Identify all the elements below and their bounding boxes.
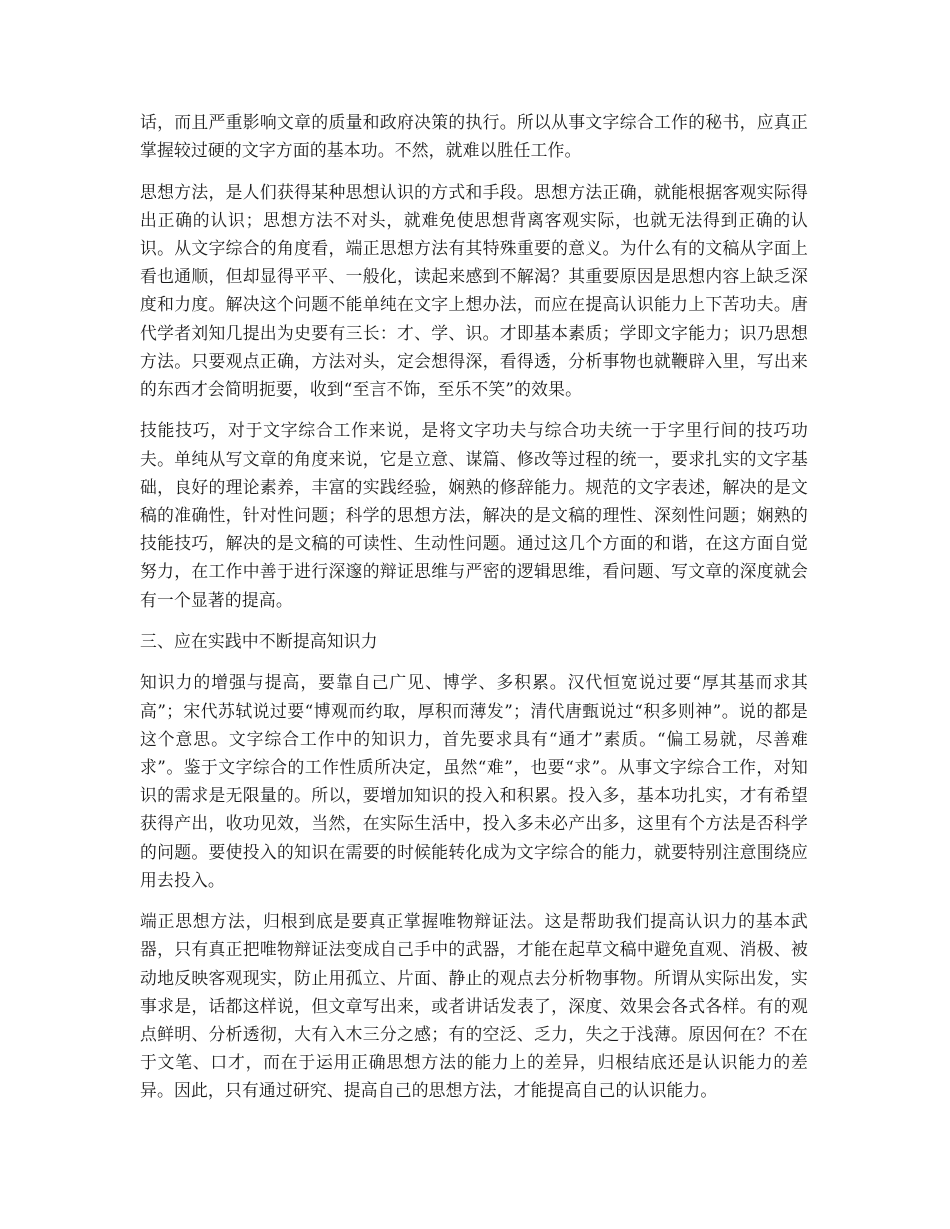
paragraph-continuation: 话，而且严重影响文章的质量和政府决策的执行。所以从事文字综合工作的秘书，应真正掌握较过硬的文字方面的基本功。不然，就难以胜任工作。 bbox=[140, 112, 808, 161]
paragraph-dialectics: 端正思想方法，归根到底是要真正掌握唯物辩证法。这是帮助我们提高认识力的基本武器，只有真正把唯物辩证法变成自己手中的武器，才能在起草文稿中避免直观、消极、被动地反映客观现实，防止用孤立、片面、静止的观点去分析物事物。所谓从实际出发，实事求是，话都这样说，但文章写出来，或者讲话发表了，深度、效果会各式各样。有的观点鲜明、分析透彻，大有入木三分之感；有的空泛、乏力，失之于浅薄。原因何在？不在于文笔、口才，而在于运用正确思想方法的能力上的差异，归根结底还是认识能力的差异。因此，只有通过研究、提高自己的思想方法，才能提高自己的认识能力。 bbox=[140, 911, 808, 1101]
paragraph-thinking-method: 思想方法，是人们获得某种思想认识的方式和手段。思想方法正确，就能根据客观实际得出正确的认识；思想方法不对头，就难免使思想背离客观实际，也就无法得到正确的认识。从文字综合的角度看，端正思想方法有其特殊重要的意义。为什么有的文稿从字面上看也通顺，但却显得平平、一般化，读起来感到不解渴？其重要原因是思想内容上缺乏深度和力度。解决这个问题不能单纯在文字上想办法，而应在提高认识能力上下苦功夫。唐代学者刘知几提出为史要有三长：才、学、识。才即基本素质；学即文字能力；识乃思想方法。只要观点正确，方法对头，定会想得深，看得透，分析事物也就鞭辟入里，写出来的东西才会简明扼要，收到“至言不饰，至乐不笑”的效果。 bbox=[140, 181, 808, 400]
document-body bbox=[140, 108, 808, 1118]
paragraph-skills: 技能技巧，对于文字综合工作来说，是将文字功夫与综合功夫统一于字里行间的技巧功夫。单纯从写文章的角度来说，它是立意、谋篇、修改等过程的统一，要求扎实的文字基础，良好的理论素养，丰富的实践经验，娴熟的修辞能力。规范的文字表述，解决的是文稿的准确性，针对性问题；科学的思想方法，解决的是文稿的理性、深刻性问题；娴熟的技能技巧，解决的是文稿的可读性、生动性问题。通过这几个方面的和谐，在这方面自觉努力，在工作中善于进行深邃的辩证思维与严密的逻辑思维，看问题、写文章的深度就会有一个显著的提高。 bbox=[140, 420, 808, 610]
section-heading: 三、应在实践中不断提高知识力 bbox=[140, 631, 378, 652]
paragraph-knowledge: 知识力的增强与提高，要靠自己广见、博学、多积累。汉代恒宽说过要“厚其基而求其高”；宋代苏轼说过要“博观而约取，厚积而薄发”；清代唐甄说过“积多则神”。说的都是这个意思。文字综合工作中的知识力，首先要求具有“通才”素质。“偏工易就，尽善难求”。鉴于文字综合的工作性质所决定，虽然“难”，也要“求”。从事文字综合工作，对知识的需求是无限量的。所以，要增加知识的投入和积累。投入多，基本功扎实，才有希望获得产出，收功见效，当然，在实际生活中，投入多未必产出多，这里有个方法是否科学的问题。要使投入的知识在需要的时候能转化成为文字综合的能力，就要特别注意围绕应用去投入。 bbox=[140, 672, 808, 890]
